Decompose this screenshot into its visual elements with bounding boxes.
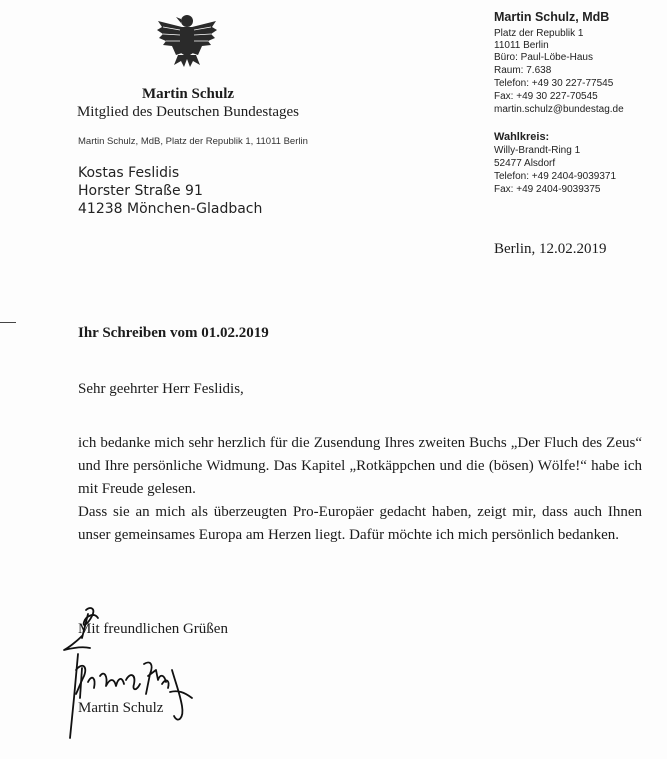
- office-email: martin.schulz@bundestag.de: [494, 104, 624, 115]
- office-name: Martin Schulz, MdB: [494, 10, 610, 24]
- return-address-line: Martin Schulz, MdB, Platz der Republik 1, 11011 Berlin: [78, 136, 308, 147]
- closing: Mit freundlichen Grüßen: [78, 621, 228, 637]
- office-phone: Telefon: +49 30 227-77545: [494, 78, 614, 89]
- wahlkreis-phone: Telefon: +49 2404-9039371: [494, 171, 617, 182]
- office-address-line: Raum: 7.638: [494, 65, 552, 76]
- signer-name: Martin Schulz: [78, 700, 164, 716]
- body-paragraph: ich bedanke mich sehr herzlich für die Zusendung Ihres zweiten Buchs „Der Fluch des Zeus“ und Ihre persönliche Widmung. Das Kapitel „Rotkäppchen und die (bösen) Wölfe!“ habe ich mit Freude gelesen.: [78, 435, 642, 497]
- office-address-line: Platz der Republik 1: [494, 28, 584, 39]
- office-address-line: 11011 Berlin: [494, 40, 549, 51]
- salutation: Sehr geehrter Herr Feslidis,: [78, 381, 244, 397]
- recipient-name: Kostas Feslidis: [78, 165, 180, 181]
- wahlkreis-fax: Fax: +49 2404-9039375: [494, 184, 601, 195]
- fold-mark: [0, 322, 16, 323]
- recipient-city: 41238 Mönchen-Gladbach: [78, 201, 263, 217]
- wahlkreis-address-line: Willy-Brandt-Ring 1: [494, 145, 581, 156]
- office-address-line: Büro: Paul-Löbe-Haus: [494, 52, 593, 63]
- recipient-street: Horster Straße 91: [78, 183, 203, 199]
- handwritten-signature-icon: [60, 598, 210, 748]
- sender-name: Martin Schulz: [141, 86, 235, 102]
- wahlkreis-address-line: 52477 Alsdorf: [494, 158, 556, 169]
- body-paragraph: Dass sie an mich als überzeugten Pro-Europäer gedacht haben, zeigt mir, dass auch Ihnen unser gemeinsames Europa am Herzen liegt. Dafür möchte ich mich persönlich bedanken.: [78, 504, 642, 543]
- letter-date: Berlin, 12.02.2019: [494, 241, 607, 257]
- subject-line: Ihr Schreiben vom 01.02.2019: [78, 325, 269, 341]
- office-fax: Fax: +49 30 227-70545: [494, 91, 598, 102]
- sender-role: Mitglied des Deutschen Bundestages: [76, 104, 300, 120]
- wahlkreis-heading: Wahlkreis:: [494, 131, 550, 143]
- federal-eagle-icon: [154, 11, 220, 69]
- letter-body: [78, 432, 642, 547]
